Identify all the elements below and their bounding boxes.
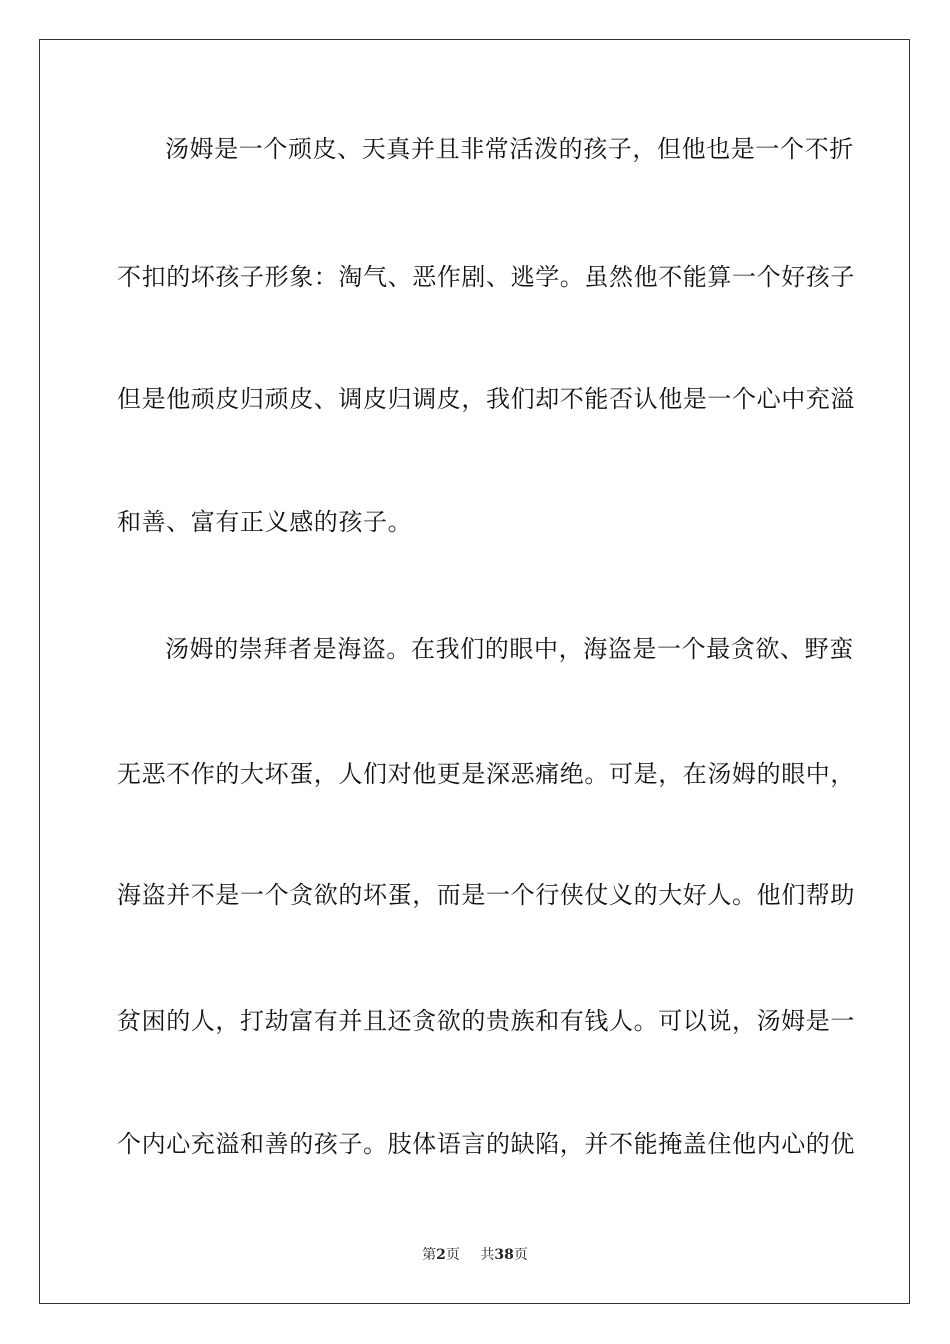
total-pages: 共38页 (480, 1247, 528, 1263)
paragraph-1-line-4: 和善、富有正义感的孩子。 (117, 508, 413, 536)
paragraph-2-line-2: 无恶不作的大坏蛋，人们对他更是深恶痛绝。可是，在汤姆的眼中， (117, 760, 855, 788)
paragraph-2-line-4: 贫困的人，打劫富有并且还贪欲的贵族和有钱人。可以说，汤姆是一 (117, 1007, 855, 1035)
paragraph-1-line-1: 汤姆是一个顽皮、天真并且非常活泼的孩子，但他也是一个不折 (165, 135, 854, 163)
page-number: 第2页 (422, 1247, 460, 1263)
paragraph-1-line-3: 但是他顽皮归顽皮、调皮归调皮，我们却不能否认他是一个心中充溢 (117, 385, 855, 413)
page-footer (0, 1246, 950, 1264)
paragraph-1-line-2: 不扣的坏孩子形象：淘气、恶作剧、逃学。虽然他不能算一个好孩子 (117, 263, 855, 291)
page-border (39, 39, 910, 1304)
paragraph-2-line-5: 个内心充溢和善的孩子。肢体语言的缺陷，并不能掩盖住他内心的优 (117, 1130, 855, 1158)
paragraph-2-line-1: 汤姆的崇拜者是海盗。在我们的眼中，海盗是一个最贪欲、野蛮 (165, 635, 854, 663)
paragraph-2-line-3: 海盗并不是一个贪欲的坏蛋，而是一个行侠仗义的大好人。他们帮助 (117, 881, 855, 909)
